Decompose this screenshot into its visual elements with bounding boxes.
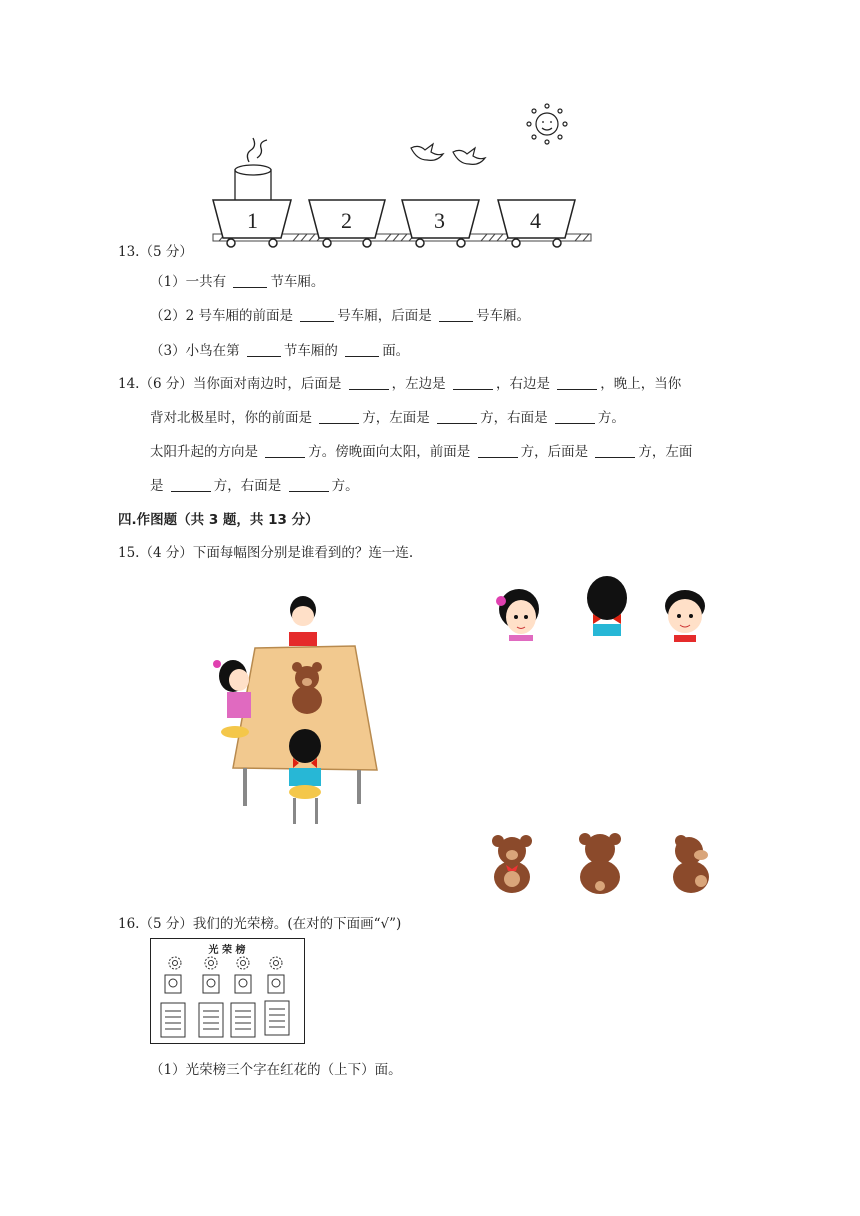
q14-text: 方。傍晚面向太阳，前面是 (308, 444, 475, 460)
q14-text: 太阳升起的方向是 (150, 444, 263, 460)
boy-figure (289, 596, 317, 646)
q14-line1 (118, 372, 681, 392)
q13-p3-text-c: 面。 (382, 343, 410, 359)
q14-text: ，右边是 (495, 376, 555, 392)
q15-question: 15.（4 分）下面每幅图分别是谁看到的？连一连. (118, 545, 414, 561)
q14-text: 14.（6 分）当你面对南边时，后面是 (118, 376, 346, 392)
answer-blank[interactable] (478, 445, 518, 458)
bear-front-view (488, 833, 536, 895)
q14-text: 方，右面是 (213, 478, 286, 494)
notice-card (199, 1003, 223, 1037)
q14-text: 方，左面是 (362, 410, 435, 426)
q14-line4 (150, 474, 359, 494)
car-number-1: 1 (247, 208, 258, 233)
portrait-icon (268, 975, 284, 993)
q14-text: 方，右面是 (480, 410, 552, 426)
q16-part1: （1）光荣榜三个字在红花的（上下）面。 (150, 1062, 402, 1078)
car-number-3: 3 (434, 208, 445, 233)
q13-part3 (150, 339, 409, 359)
honor-board-contents (151, 953, 303, 1043)
bird-icon (411, 144, 485, 164)
car-number-4: 4 (530, 208, 541, 233)
q13-p2-text-a: （2）2 号车厢的前面是 (150, 308, 298, 324)
answer-blank[interactable] (300, 309, 334, 322)
answer-blank[interactable] (437, 411, 477, 424)
answer-blank[interactable] (439, 309, 473, 322)
honor-board-title: 光 荣 榜 (208, 945, 246, 956)
notice-card (231, 1003, 255, 1037)
train-illustration (205, 100, 595, 250)
portrait-icon (235, 975, 251, 993)
q14-text: 是 (150, 478, 168, 494)
back-of-head-view (583, 574, 631, 638)
q16-question: 16.（5 分）我们的光荣榜。(在对的下面画“√”) (118, 916, 402, 932)
q13-p2-text-b: 号车厢，后面是 (337, 308, 437, 324)
answer-blank[interactable] (319, 411, 359, 424)
q13-p1-text-b: 节车厢。 (270, 274, 325, 290)
girl-face-view (493, 587, 543, 642)
bear-back-view (575, 831, 625, 895)
portrait-icon (165, 975, 181, 993)
q14-line3 (150, 440, 692, 460)
flower-icon (237, 957, 249, 969)
notice-card (161, 1003, 185, 1037)
sun-icon (527, 104, 567, 144)
q14-text: 方，左面 (638, 444, 693, 460)
flower-icon (205, 957, 217, 969)
notice-card (265, 1001, 289, 1035)
boy-face-view (660, 588, 710, 643)
car-number-2: 2 (341, 208, 352, 233)
answer-blank[interactable] (171, 479, 211, 492)
answer-blank[interactable] (557, 377, 597, 390)
q14-text: 方。 (331, 478, 359, 494)
answer-blank[interactable] (349, 377, 389, 390)
answer-blank[interactable] (453, 377, 493, 390)
answer-blank[interactable] (595, 445, 635, 458)
child-back-figure (289, 729, 321, 824)
q14-text: 方。 (597, 410, 625, 426)
q13-part1 (150, 270, 324, 290)
portrait-icon (203, 975, 219, 993)
q13-p1-text-a: （1）一共有 (150, 274, 231, 290)
q14-text: ，左边是 (391, 376, 450, 392)
answer-blank[interactable] (345, 344, 379, 357)
answer-blank[interactable] (555, 411, 595, 424)
q13-p3-text-a: （3）小鸟在第 (150, 343, 244, 359)
q14-text: ，晚上，当你 (600, 376, 682, 392)
section-heading: 四.作图题（共 3 题，共 13 分） (118, 512, 319, 528)
bear-side-view (667, 833, 715, 895)
q14-text: 背对北极星时，你的前面是 (150, 410, 317, 426)
flower-icon (270, 957, 282, 969)
answer-blank[interactable] (247, 344, 281, 357)
q13-header: 13.（5 分） (118, 244, 193, 260)
honor-board (150, 938, 305, 1044)
table-scene-illustration (205, 590, 385, 830)
answer-blank[interactable] (289, 479, 329, 492)
q14-line2 (150, 406, 625, 426)
q13-p2-text-c: 号车厢。 (476, 308, 531, 324)
q13-p3-text-b: 节车厢的 (283, 343, 343, 359)
chimney-icon (235, 138, 271, 202)
answer-blank[interactable] (265, 445, 305, 458)
q14-text: 方，后面是 (520, 444, 593, 460)
q13-part2 (150, 304, 530, 324)
answer-blank[interactable] (233, 275, 267, 288)
flower-icon (169, 957, 181, 969)
